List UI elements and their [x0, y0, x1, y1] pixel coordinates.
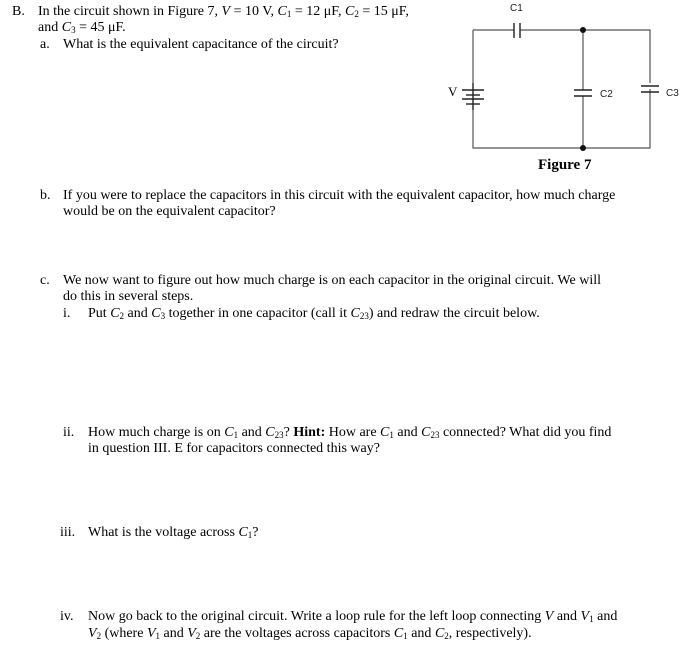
text-segment: C	[434, 626, 445, 641]
text-segment: (where	[101, 626, 147, 641]
text-segment: and	[238, 425, 266, 440]
text-segment: C	[344, 4, 355, 19]
text-segment: C	[421, 425, 431, 440]
item-marker: B.	[12, 4, 25, 19]
text-segment: 1	[403, 631, 408, 641]
text-segment: How much charge is on	[88, 425, 225, 440]
text-segment: 3	[71, 25, 76, 35]
text-segment: would be on the equivalent capacitor?	[63, 204, 276, 219]
text-segment: 2	[444, 631, 449, 641]
c2-label: C2	[600, 89, 613, 100]
text-segment: ?	[252, 525, 259, 540]
text-segment: 2	[195, 631, 201, 641]
text-segment: 2	[119, 311, 125, 321]
text-segment: = 45 μF.	[75, 20, 126, 35]
item-marker: iv.	[60, 609, 74, 624]
text-segment: connected? What did you find	[439, 425, 612, 440]
text-segment: Hint:	[293, 425, 326, 440]
junction-node-bottom	[580, 145, 586, 151]
text-segment: V	[146, 626, 156, 641]
text-segment: , respectively).	[448, 626, 532, 641]
c1-label: C1	[510, 3, 523, 14]
circuit-wires	[473, 30, 650, 148]
text-segment: C	[238, 525, 248, 540]
text-segment: V	[544, 609, 554, 624]
text-segment: in question III. E for capacitors connected this way?	[88, 441, 380, 456]
text-segment: = 10 V,	[230, 4, 278, 19]
question-line-b-1	[63, 188, 615, 204]
item-marker: c.	[40, 273, 50, 288]
text-segment: Put	[88, 306, 111, 321]
figure-caption: Figure 7	[538, 157, 592, 173]
question-line-B-2	[38, 20, 126, 36]
text-segment: What is the equivalent capacitance of the circuit?	[63, 37, 339, 52]
item-marker: b.	[40, 188, 51, 203]
text-segment: and	[160, 626, 188, 641]
text-segment: together in one capacitor (call it	[165, 306, 351, 321]
text-segment: V	[580, 609, 590, 624]
text-segment: C	[151, 306, 161, 321]
text-segment: 23	[274, 430, 284, 440]
text-segment: and	[38, 20, 62, 35]
junction-node-top	[580, 27, 586, 33]
text-segment: 1	[286, 9, 292, 19]
text-segment: and	[124, 306, 152, 321]
text-segment: C	[265, 425, 275, 440]
text-segment: 1	[155, 631, 160, 641]
question-line-iv-2	[88, 626, 532, 642]
text-segment: and	[407, 626, 435, 641]
question-line-a	[63, 37, 339, 53]
question-line-iii	[88, 525, 259, 541]
text-segment: 3	[160, 311, 166, 321]
question-line-c-1	[63, 273, 601, 289]
text-segment: What is the voltage across	[88, 525, 239, 540]
text-segment: C	[61, 20, 72, 35]
question-line-ii-1	[88, 425, 611, 441]
text-segment: and	[393, 425, 422, 440]
capacitor-c1-symbol	[514, 23, 520, 38]
text-segment: = 12 μF,	[291, 4, 345, 19]
text-segment: 1	[233, 430, 239, 440]
text-segment: In the circuit shown in Figure 7,	[38, 4, 222, 19]
text-segment: ?	[283, 425, 294, 440]
battery-symbol	[462, 83, 484, 110]
text-segment: = 15 μF,	[358, 4, 409, 19]
text-segment: 1	[247, 530, 253, 540]
text-segment: If you were to replace the capacitors in this circuit with the equivalent capacitor, how much charge	[63, 188, 616, 203]
text-segment: do this in several steps.	[63, 289, 194, 304]
item-marker: i.	[63, 306, 71, 321]
text-segment: and	[553, 609, 581, 624]
text-segment: V	[187, 626, 196, 641]
text-segment: 1	[389, 430, 394, 440]
text-segment: C	[380, 425, 390, 440]
question-line-c-2	[63, 289, 193, 305]
text-segment: How are	[325, 425, 381, 440]
item-marker: ii.	[63, 425, 75, 440]
text-segment: We now want to figure out how much charge is on each capacitor in the original circuit. We will	[63, 273, 602, 288]
text-segment: Now go back to the original circuit. Write a loop rule for the left loop connecting	[88, 609, 545, 624]
text-segment: V	[88, 626, 97, 641]
item-marker: iii.	[60, 525, 76, 540]
text-segment: 2	[354, 9, 359, 19]
text-segment: are the voltages across capacitors	[200, 626, 394, 641]
c3-label: C3	[666, 88, 679, 99]
text-segment: V	[221, 4, 231, 19]
voltage-label: V	[448, 84, 458, 99]
text-segment: ) and redraw the circuit below.	[368, 306, 540, 321]
text-segment: C	[110, 306, 120, 321]
text-segment: C	[393, 626, 404, 641]
text-segment: 1	[589, 614, 594, 624]
text-segment: C	[224, 425, 234, 440]
question-line-i	[88, 306, 540, 322]
question-line-ii-2	[88, 441, 380, 457]
capacitor-c2-symbol	[574, 90, 592, 96]
item-marker: a.	[40, 37, 50, 52]
text-segment: 23	[430, 430, 440, 440]
question-line-B-1	[38, 4, 409, 20]
question-line-iv-1	[88, 609, 617, 625]
text-segment: 2	[96, 631, 102, 641]
text-segment: and	[593, 609, 618, 624]
text-segment: C	[277, 4, 287, 19]
text-segment: 23	[359, 311, 369, 321]
question-line-b-2	[63, 204, 276, 220]
text-segment: C	[350, 306, 360, 321]
